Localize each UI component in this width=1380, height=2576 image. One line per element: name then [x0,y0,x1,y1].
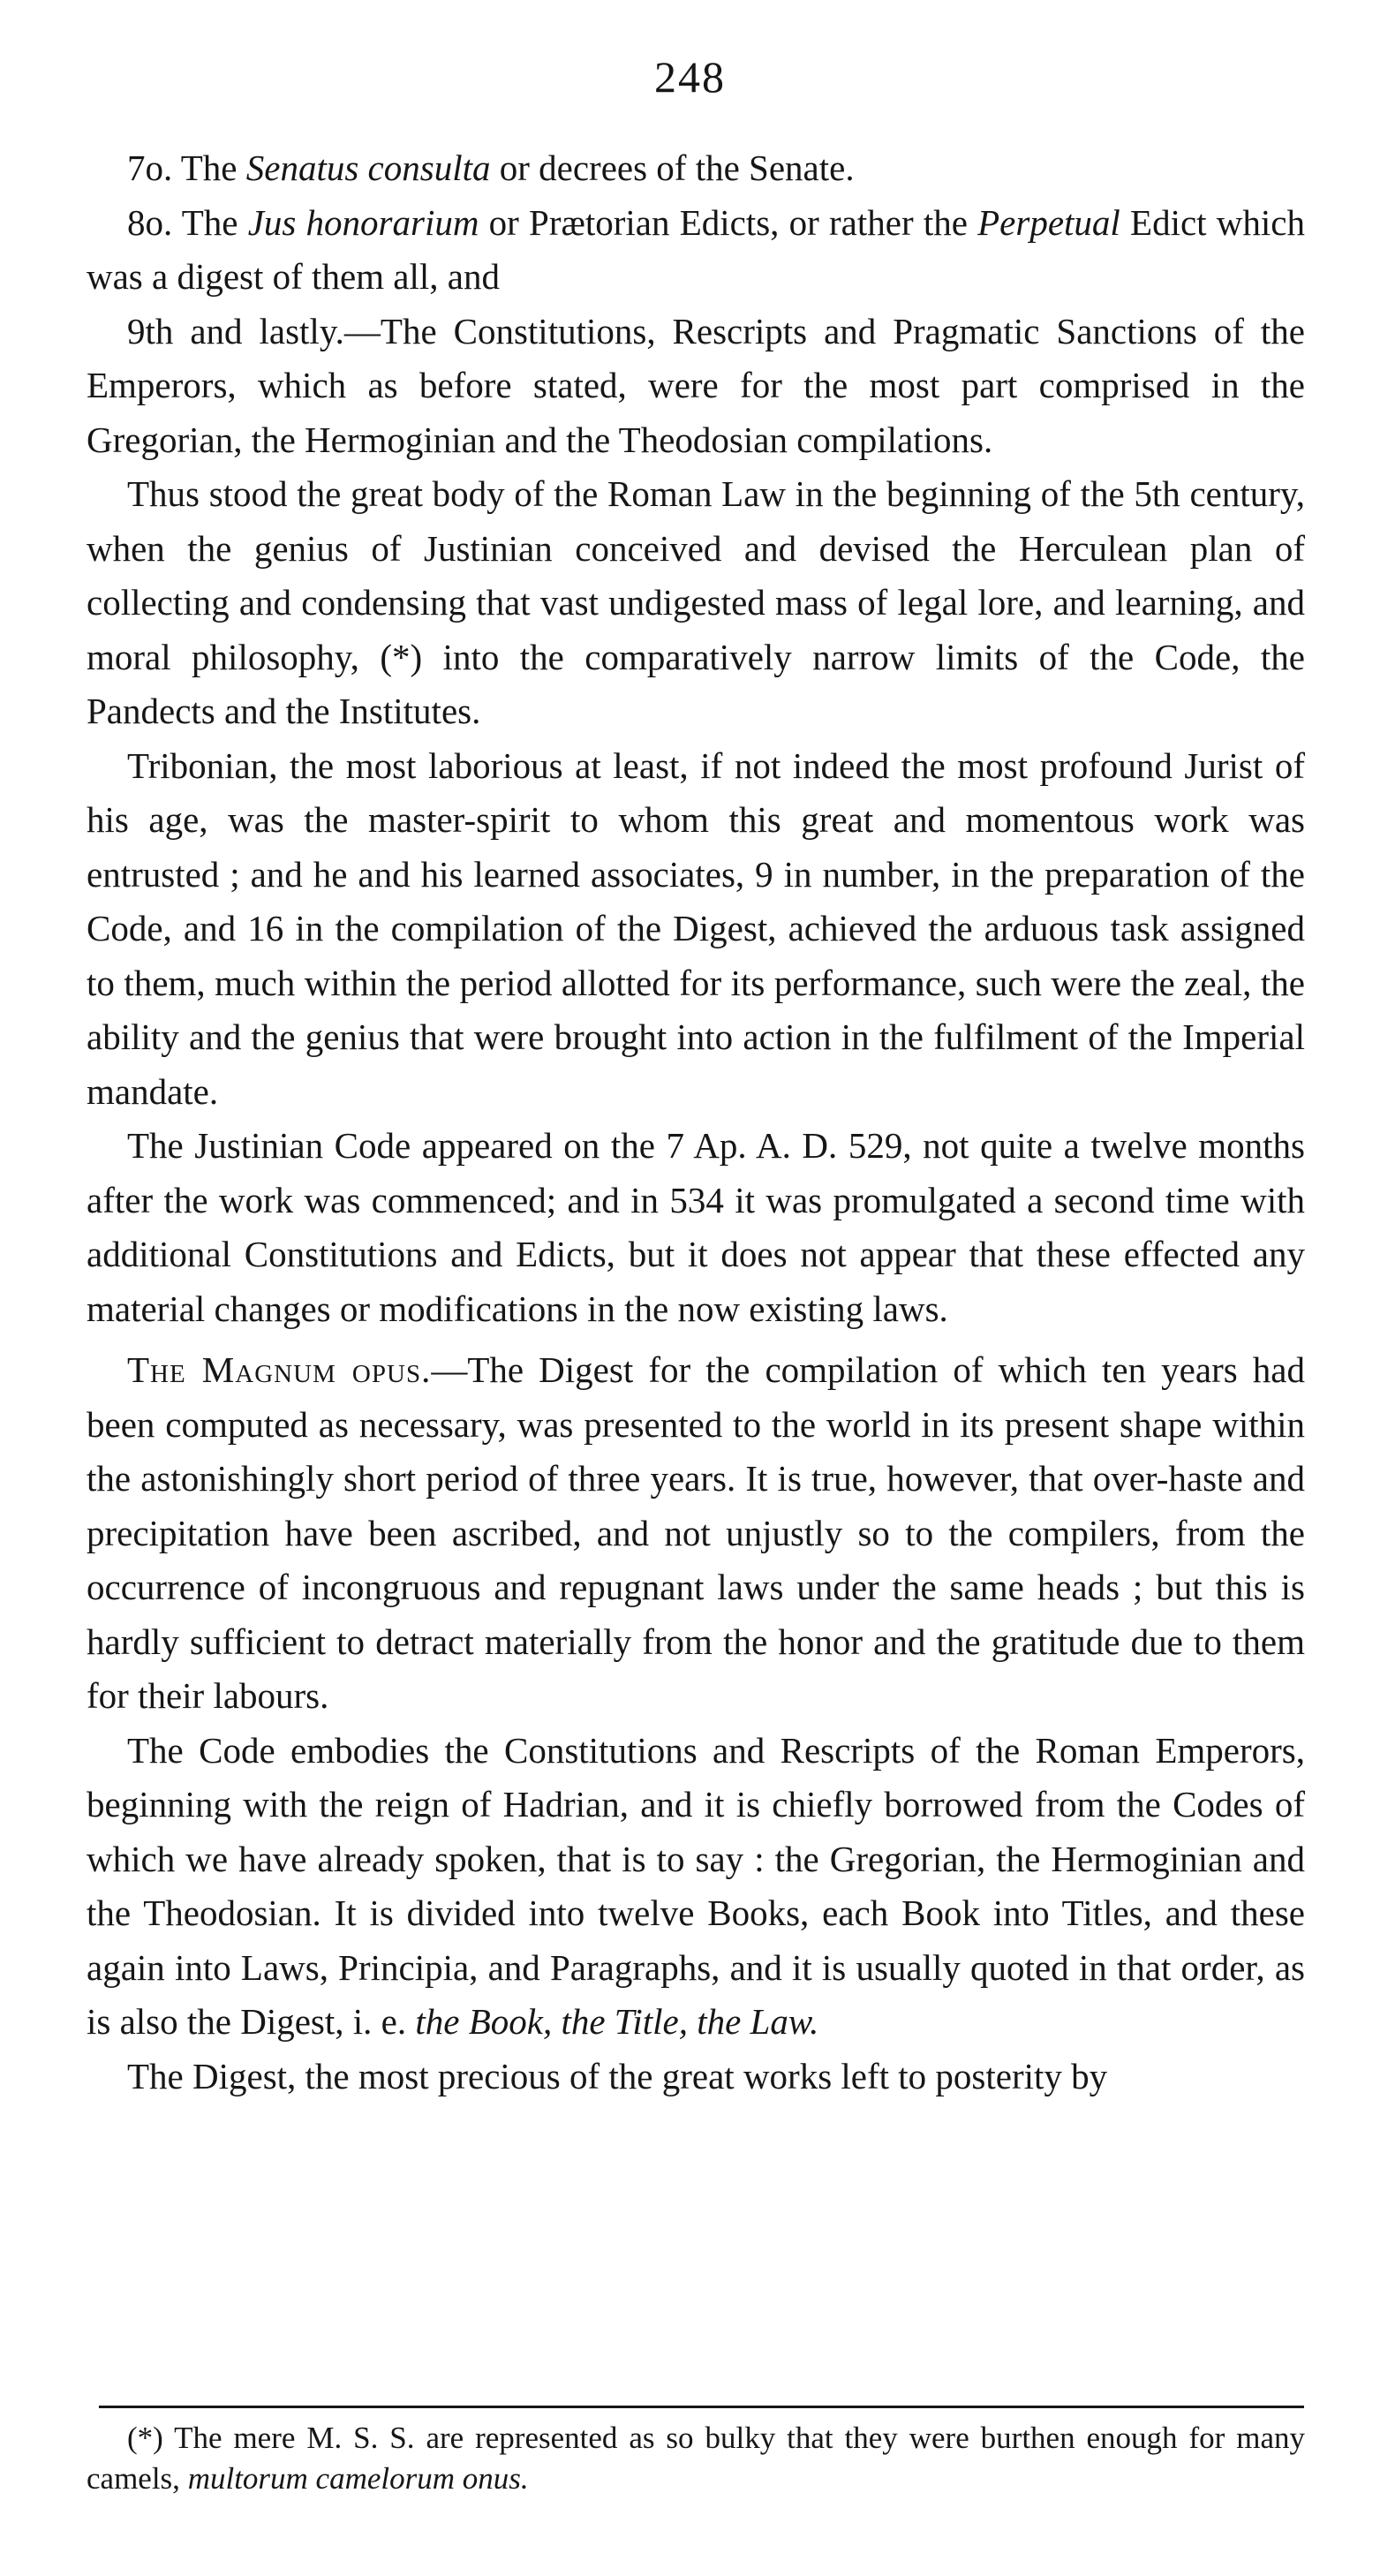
list-item-8-prefix: 8o. The [127,201,248,243]
list-item-7 [87,141,1305,196]
paragraph-digest: The Digest, the most precious of the great works left to posterity by [127,2055,1108,2096]
paragraph-code-embodies [87,1724,1305,2050]
footnote-italic: multorum camelorum onus. [187,2461,529,2496]
paragraph-magnum-opus-body: —The Digest for the compilation of which ten years had been computed as necessary, was presented to the world in its present shape within the astonishingly short period of three years. It is true, however, that over-haste and precipitation have been ascribed, and not unjustly so to the compilers, from the occurrence of incongruous and repugnant laws under the same heads ; but this is hardly sufficient to detract materially from the honor and the gratitude due to them for their labours. [87,1349,1305,1716]
paragraph-magnum-opus [87,1343,1305,1724]
footnote-rule [99,2406,1304,2408]
list-item-9-text: 9th and lastly.—The Constitutions, Rescripts and Pragmatic Sanctions of the Emperors, which as before stated, were for the most part comprised in the Gregorian, the Hermoginian and the Theodosian compilations. [87,310,1305,460]
paragraph-tribonian: Tribonian, the most laborious at least, if not indeed the most profound Jurist of his age, was the master-spirit to whom this great and momentous work was entrusted ; and he and his learned associates, 9 in number, in the preparation of the Code, and 16 in the compilation of the Digest, achieved the arduous task assigned to them, much within the period allotted for its performance, such were the zeal, the ability and the genius that were brought into action in the fulfilment of the Imperial mandate. [87,744,1305,1112]
list-item-9 [87,305,1305,468]
list-item-7-rest: or decrees of the Senate. [490,147,855,188]
paragraph-code-embodies-text: The Code embodies the Constitutions and Rescripts of the Roman Emperors, beginning with the reign of Hadrian, and it is chiefly borrowed from the Codes of which we have already spoken, that is to say : the Gregorian, the Hermoginian and the Theodosian. It is divided into twelve Books, each Book into Titles, and these again into Laws, Principia, and Paragraphs, and it is usually quoted in that order, as is also the Digest, i. e. [87,1729,1305,2042]
section-heading: The Magnum opus. [127,1349,432,1390]
paragraph-roman-law: Thus stood the great body of the Roman Law in the beginning of the 5th century, when the genius of Justinian conceived and devised the Herculean plan of collecting and condensing that vast undigested mass of legal lore, and learning, and moral philosophy, (*) into the comparatively narrow limits of the Code, the Pandects and the Institutes. [87,473,1305,731]
list-item-8-rest: Edict which was a digest of them all, and [87,201,1305,297]
list-item-7-italic: Senatus consulta [245,147,491,188]
paragraph-code-embodies-italic: the Book, the Title, the Law. [415,2001,819,2042]
list-item-8-italic: Jus honorarium [247,201,479,243]
footnote-text: (*) The mere M. S. S. are represented as so bulky that they were burthen enough for many camels, [87,2421,1305,2496]
list-item-8 [87,196,1305,305]
page-number: 248 [654,52,726,102]
list-item-8-mid: or Prætorian Edicts, or rather the [479,201,978,243]
list-item-8-italic-2: Perpetual [977,201,1120,243]
body-text [87,141,1305,2104]
paragraph-justinian-code: The Justinian Code appeared on the 7 Ap. A. D. 529, not quite a twelve months after the work was commenced; and in 534 it was promulgated a second time with additional Constitutions and Edicts, but it does not appear that these effected any material changes or modifications in the now existing laws. [87,1125,1305,1329]
footnote [87,2418,1305,2499]
list-item-7-prefix: 7o. The [127,147,246,188]
